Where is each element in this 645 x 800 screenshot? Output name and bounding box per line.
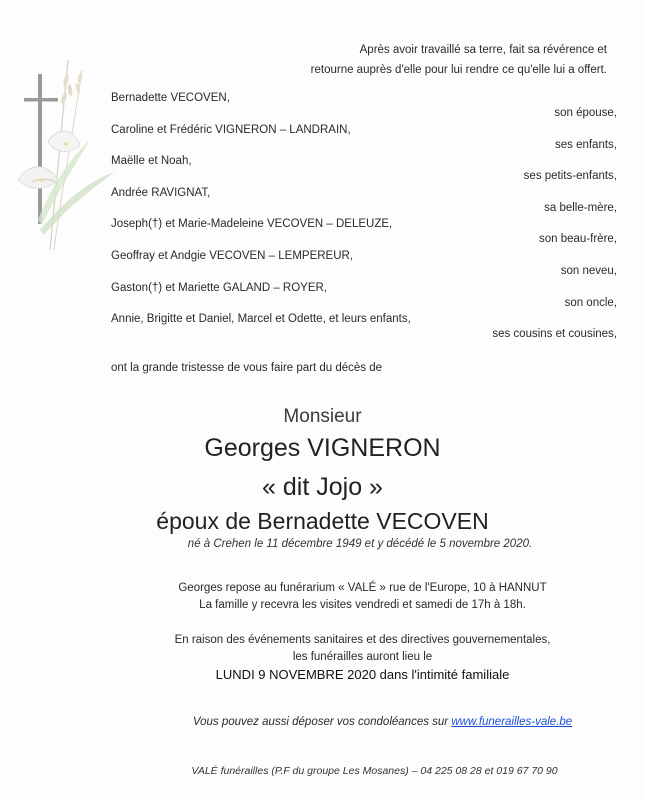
family-row — [0, 313, 645, 345]
family-member-name: Maëlle et Noah, — [111, 155, 192, 168]
family-relation: sa belle-mère, — [544, 201, 617, 214]
quote-line-1: Après avoir travaillé sa terre, fait sa révérence et — [359, 44, 607, 56]
repose-line-1: Georges repose au funérarium « VALÉ » rue de l'Europe, 10 à HANNUT — [178, 582, 547, 594]
contact-line: VALÉ funérailles (P.F du groupe Les Mosanes) – 04 225 08 28 et 019 67 70 90 — [191, 765, 558, 777]
circumstances-line-1: En raison des événements sanitaires et des directives gouvernementales, — [174, 634, 551, 646]
deceased-spouse: époux de Bernadette VECOVEN — [156, 508, 489, 534]
family-row — [0, 218, 645, 250]
family-relation: son épouse, — [554, 107, 617, 119]
family-relation: son neveu, — [560, 264, 617, 277]
funeral-date: LUNDI 9 NOVEMBRE 2020 dans l'intimité familiale — [215, 667, 510, 682]
family-member-name: Annie, Brigitte et Daniel, Marcel et Odette, et leurs enfants, — [111, 313, 411, 326]
family-list — [0, 92, 645, 345]
announcement-line: ont la grande tristesse de vous faire part du décès de — [111, 362, 383, 374]
repose-line-2: La famille y recevra les visites vendredi et samedi de 17h à 18h. — [199, 599, 526, 611]
family-row — [0, 187, 645, 219]
family-row — [0, 282, 645, 314]
family-member-name: Andrée RAVIGNAT, — [111, 186, 211, 199]
family-member-name: Caroline et Frédéric VIGNERON – LANDRAIN, — [111, 123, 351, 136]
family-row — [0, 124, 645, 156]
family-relation: ses cousins et cousines, — [492, 328, 617, 341]
repose-info — [40, 580, 645, 614]
circumstances-line-2: les funérailles auront lieu le — [292, 651, 433, 663]
family-row — [0, 92, 645, 124]
family-member-name: Geoffray et Andgie VECOVEN – LEMPEREUR, — [111, 249, 354, 262]
deceased-name: Georges VIGNERON — [204, 434, 441, 462]
family-row — [0, 155, 645, 187]
condolences-line — [60, 716, 645, 728]
family-relation: son oncle, — [564, 296, 617, 309]
family-member-name: Bernadette VECOVEN, — [111, 92, 230, 104]
opening-quote — [287, 40, 607, 80]
family-member-name: Joseph(†) et Marie-Madeleine VECOVEN – DELEUZE, — [111, 218, 393, 231]
family-row — [0, 250, 645, 282]
family-relation: son beau-frère, — [539, 233, 617, 246]
condolences-text: Vous pouvez aussi déposer vos condoléances sur — [192, 716, 449, 728]
condolences-link[interactable]: www.funerailles-vale.be — [451, 716, 573, 728]
family-relation: ses petits-enfants, — [523, 170, 617, 183]
family-member-name: Gaston(†) et Mariette GALAND – ROYER, — [111, 281, 328, 294]
deceased-nickname: « dit Jojo » — [262, 473, 383, 501]
birth-death-line: né à Crehen le 11 décembre 1949 et y décédé le 5 novembre 2020. — [187, 538, 533, 550]
family-relation: ses enfants, — [554, 138, 617, 151]
quote-line-2: retourne auprès d'elle pour lui rendre ce qu'elle lui a offert. — [310, 64, 607, 76]
circumstances-info — [40, 632, 645, 666]
deceased-title: Monsieur — [283, 406, 362, 427]
